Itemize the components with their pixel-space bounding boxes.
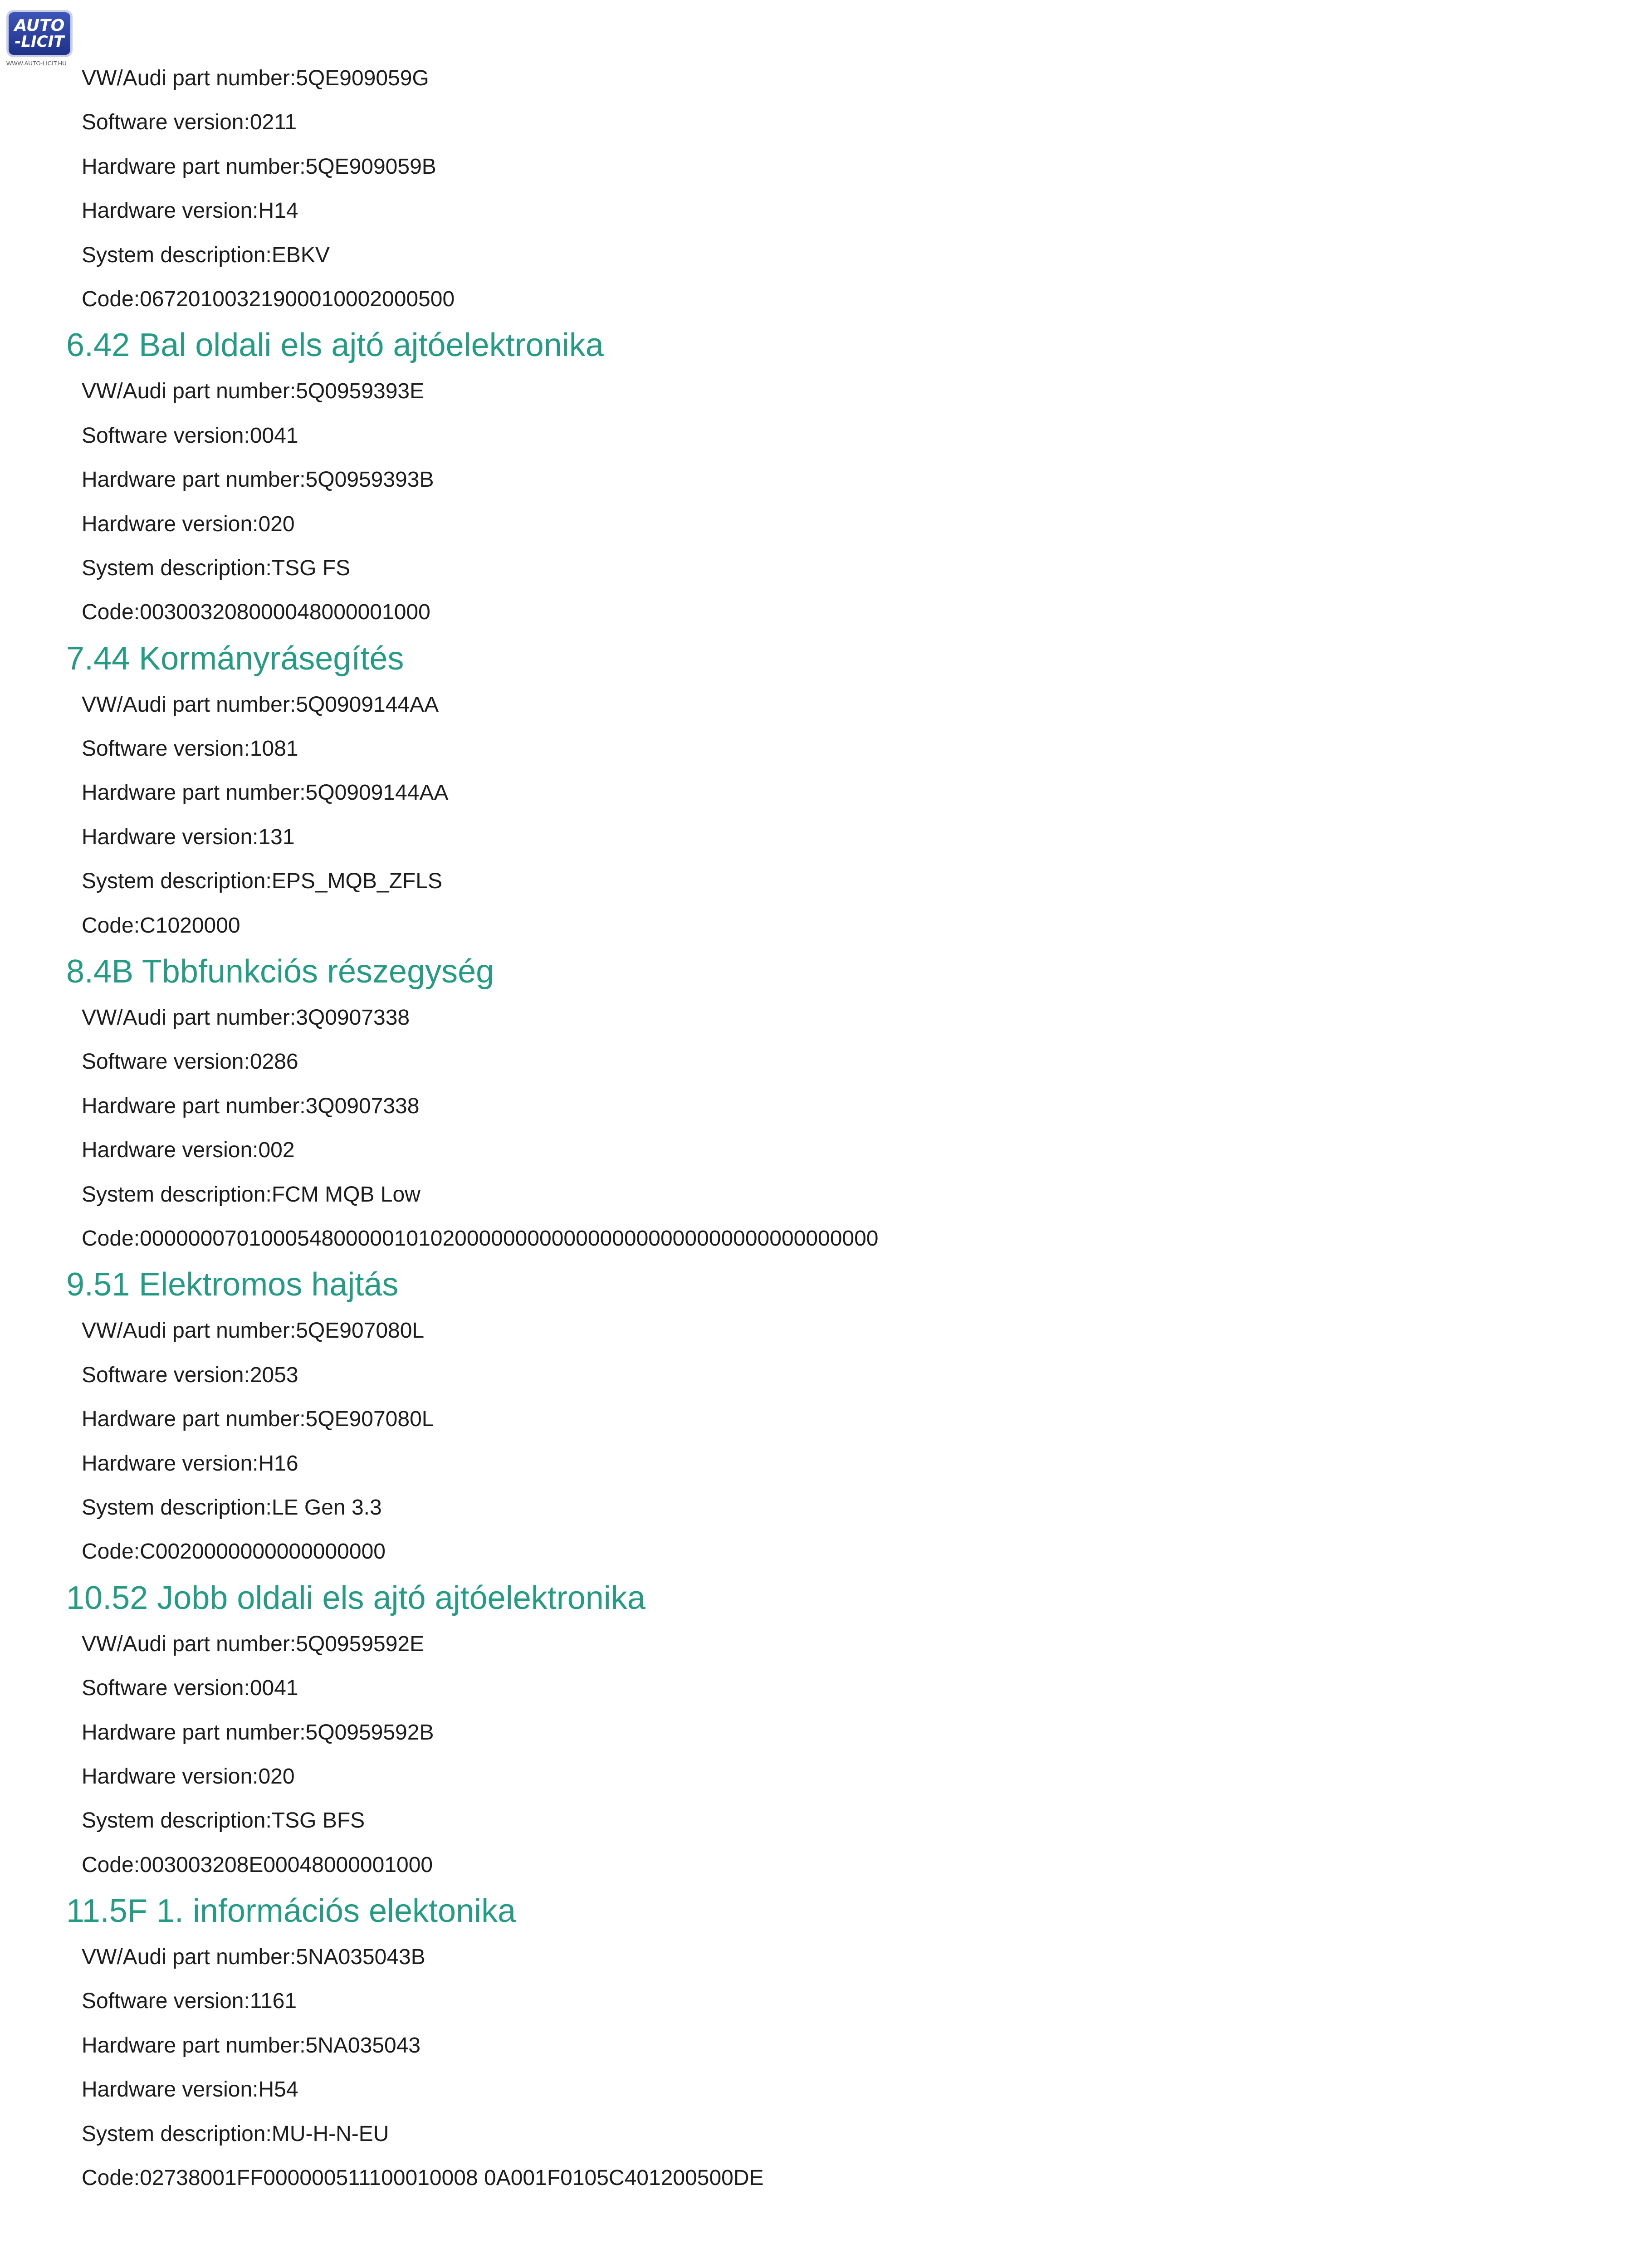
code-field: Code:C0020000000000000000 bbox=[82, 1540, 386, 1564]
hardware-version-field: Hardware version:020 bbox=[82, 512, 295, 536]
system-description-field: System description:TSG FS bbox=[82, 556, 351, 580]
hardware-part-number-field: Hardware part number:5QE909059B bbox=[82, 154, 436, 179]
code-field: Code:003003208E00048000001000 bbox=[82, 1853, 433, 1877]
part-number-field: VW/Audi part number:5Q0959592E bbox=[82, 1632, 425, 1656]
software-version-field: Software version:2053 bbox=[82, 1363, 298, 1387]
system-description-field: System description:FCM MQB Low bbox=[82, 1182, 420, 1207]
code-field: Code:003003208000048000001000 bbox=[82, 600, 430, 625]
module-section bbox=[0, 1261, 1633, 1574]
continued-block bbox=[0, 56, 1633, 321]
part-number-field: VW/Audi part number:5NA035043B bbox=[82, 1945, 425, 1970]
software-version-field: Software version:0286 bbox=[82, 1050, 298, 1074]
software-version-field: Software version:0041 bbox=[82, 423, 298, 448]
part-number-field: VW/Audi part number:5Q0909144AA bbox=[82, 692, 439, 717]
software-version-field: Software version:1081 bbox=[82, 737, 298, 761]
section-title: 8.4B Tbbfunkciós részegység bbox=[66, 953, 494, 990]
section-title: 9.51 Elektromos hajtás bbox=[66, 1266, 399, 1303]
system-description-field: System description:TSG BFS bbox=[82, 1809, 365, 1833]
code-field: Code:C1020000 bbox=[82, 913, 240, 938]
hardware-part-number-field: Hardware part number:5Q0909144AA bbox=[82, 781, 449, 805]
software-version-field: Software version:0041 bbox=[82, 1676, 298, 1701]
hardware-version-field: Hardware version:H16 bbox=[82, 1451, 298, 1476]
system-description-field: System description:EBKV bbox=[82, 243, 330, 267]
software-version-field: Software version:0211 bbox=[82, 110, 297, 135]
system-description-field: System description:LE Gen 3.3 bbox=[82, 1495, 382, 1520]
hardware-part-number-field: Hardware part number:3Q0907338 bbox=[82, 1094, 420, 1118]
code-field: Code:0000000701000548000001010200000000000000000000000000000000000 bbox=[82, 1226, 879, 1251]
section-title: 6.42 Bal oldali els ajtó ajtóelektronika bbox=[66, 327, 604, 364]
hardware-part-number-field: Hardware part number:5Q0959393B bbox=[82, 468, 434, 492]
software-version-field: Software version:1161 bbox=[82, 1989, 297, 2014]
hardware-version-field: Hardware version:H14 bbox=[82, 199, 298, 223]
section-title: 11.5F 1. információs elektonika bbox=[66, 1893, 516, 1930]
module-section bbox=[0, 635, 1633, 948]
module-section bbox=[0, 1887, 1633, 2200]
hardware-part-number-field: Hardware part number:5NA035043 bbox=[82, 2033, 421, 2058]
code-field: Code:06720100321900010002000500 bbox=[82, 287, 455, 311]
section-title: 7.44 Kormányrásegítés bbox=[66, 640, 404, 677]
logo-url: WWW.AUTO-LICIT.HU bbox=[6, 60, 67, 67]
part-number-field: VW/Audi part number:5QE907080L bbox=[82, 1319, 425, 1343]
hardware-version-field: Hardware version:131 bbox=[82, 825, 295, 849]
section-title: 10.52 Jobb oldali els ajtó ajtóelektronika bbox=[66, 1579, 645, 1616]
module-section bbox=[0, 321, 1633, 634]
hardware-version-field: Hardware version:002 bbox=[82, 1138, 295, 1163]
part-number-field: VW/Audi part number:5Q0959393E bbox=[82, 379, 425, 404]
hardware-version-field: Hardware version:H54 bbox=[82, 2077, 298, 2102]
system-description-field: System description:MU-H-N-EU bbox=[82, 2121, 389, 2146]
system-description-field: System description:EPS_MQB_ZFLS bbox=[82, 869, 442, 894]
part-number-field: VW/Audi part number:5QE909059G bbox=[82, 66, 429, 90]
part-number-field: VW/Audi part number:3Q0907338 bbox=[82, 1006, 410, 1030]
logo-text-line2: -LICIT bbox=[15, 33, 64, 51]
module-section bbox=[0, 948, 1633, 1261]
code-field: Code:02738001FF000000511100010008 0A001F0105C401200500DE bbox=[82, 2166, 764, 2190]
report-content bbox=[0, 56, 1633, 2200]
hardware-part-number-field: Hardware part number:5Q0959592B bbox=[82, 1720, 434, 1745]
logo-text-line1: AUTO bbox=[14, 16, 65, 35]
hardware-version-field: Hardware version:020 bbox=[82, 1764, 295, 1789]
hardware-part-number-field: Hardware part number:5QE907080L bbox=[82, 1407, 434, 1432]
module-section bbox=[0, 1574, 1633, 1887]
logo-badge bbox=[6, 10, 73, 57]
